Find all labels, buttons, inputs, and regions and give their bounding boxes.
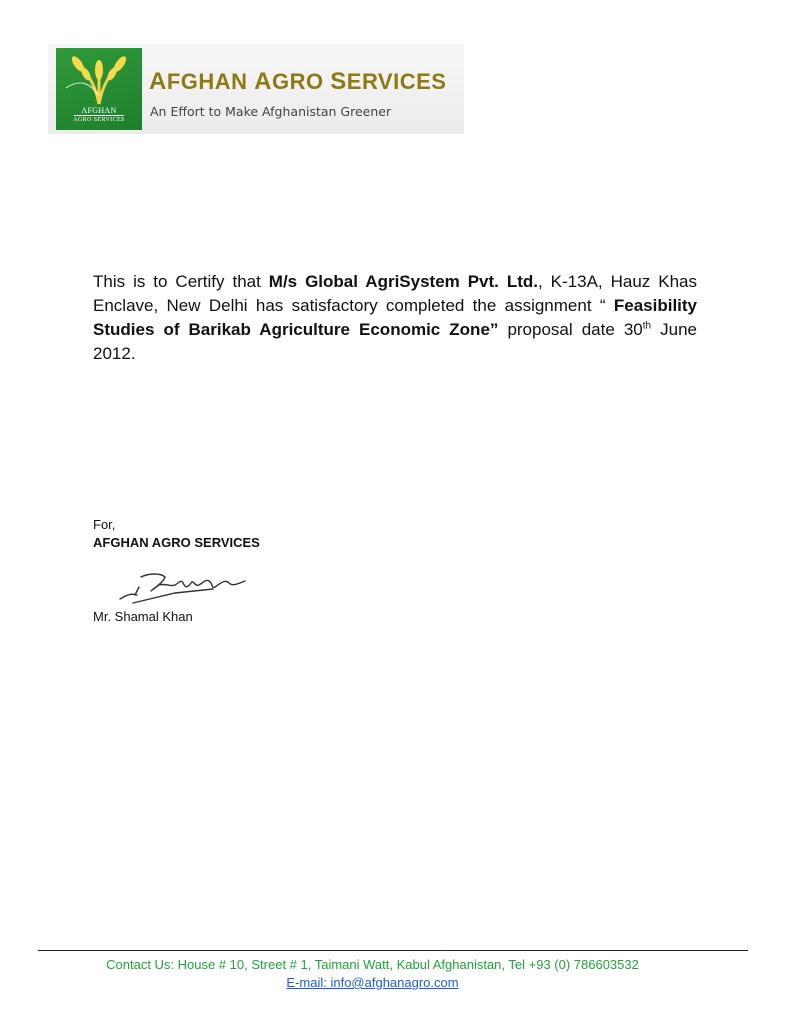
email-link[interactable]: E-mail: info@afghanagro.com xyxy=(286,975,459,990)
logo-subtitle: AGRO SERVICES xyxy=(73,117,125,123)
company-name: M/s Global AgriSystem Pvt. Ltd. xyxy=(268,272,539,291)
project-name: Feasibility Studies of Barikab Agriculture Economic Zone” xyxy=(93,296,697,339)
signing-company: AFGHAN AGRO SERVICES xyxy=(93,535,260,550)
signature-image xyxy=(115,565,250,607)
letterhead xyxy=(48,44,464,134)
for-label: For, xyxy=(93,517,116,532)
contact-info: Contact Us: House # 10, Street # 1, Taimani Watt, Kabul Afghanistan, Tel +93 (0) 786603532 xyxy=(106,957,639,972)
certificate-text: This is to Certify that M/s Global AgriSystem Pvt. Ltd., K-13A, Hauz Khas Enclave, New Delhi has satisfactory completed the assignment “ Feasibility Studies of Barikab Agriculture Economic Zone” proposal date 30th June 2012. xyxy=(93,272,697,363)
logo xyxy=(56,48,142,130)
logo-name: AFGHAN xyxy=(81,106,117,115)
company-title: AFGHAN AGRO SERVICES xyxy=(149,68,447,95)
signer-name: Mr. Shamal Khan xyxy=(93,609,193,624)
tagline: An Effort to Make Afghanistan Greener xyxy=(150,104,392,119)
logo-divider xyxy=(74,115,124,116)
wheat-icon xyxy=(56,48,142,108)
footer-divider xyxy=(38,950,748,951)
